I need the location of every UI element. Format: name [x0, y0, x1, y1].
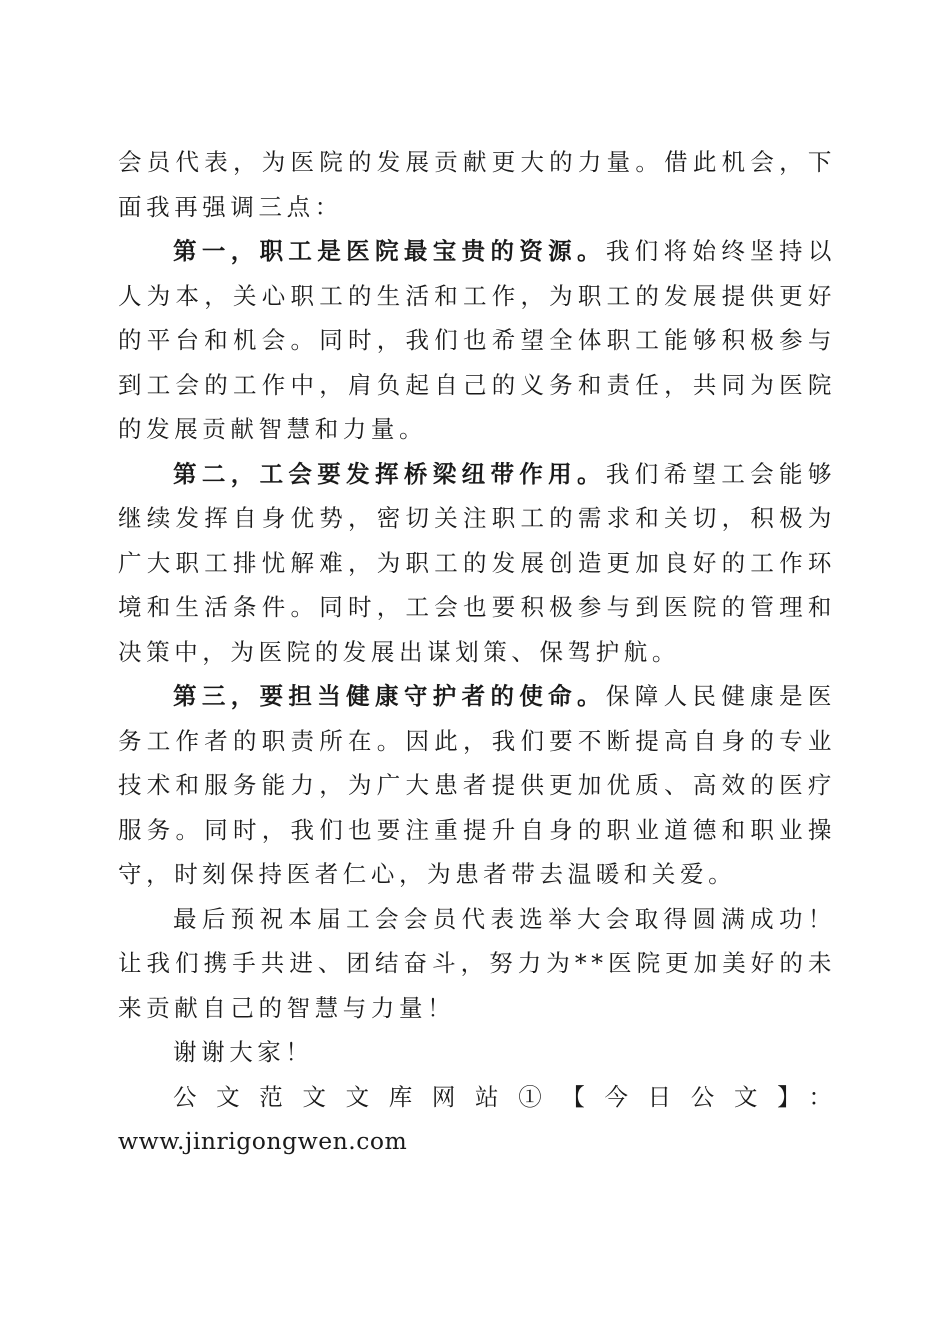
point-two-heading: 第二，工会要发挥桥梁纽带作用。 — [173, 459, 606, 488]
closing-wishes-text: 最后预祝本届工会会员代表选举大会取得圆满成功！让我们携手共进、团结奋斗，努力为**医院更加美好的未来贡献自己的智慧与力量！ — [118, 904, 836, 1022]
paragraph-text: 会员代表，为医院的发展贡献更大的力量。借此机会，下面我再强调三点： — [118, 148, 836, 221]
paragraph-point-three — [118, 674, 836, 897]
footer-site-label: 公文范文文库网站①【今日公文】： — [173, 1082, 836, 1111]
paragraph-point-one — [118, 229, 836, 452]
footer-url[interactable]: www.jinrigongwen.com — [118, 1127, 408, 1155]
point-one-text: 我们将始终坚持以人为本，关心职工的生活和工作，为职工的发展提供更好的平台和机会。同时，我们也希望全体职工能够积极参与到工会的工作中，肩负起自己的义务和责任，共同为医院的发展贡献智慧和力量。 — [118, 237, 837, 443]
paragraph-thanks — [118, 1030, 836, 1075]
document-body — [118, 140, 836, 1164]
point-three-text: 保障人民健康是医务工作者的职责所在。因此，我们要不断提高自身的专业技术和服务能力，为广大患者提供更加优质、高效的医疗服务。同时，我们也要注重提升自身的职业道德和职业操守，时刻保持医者仁心，为患者带去温暖和关爱。 — [118, 682, 837, 888]
paragraph-point-two — [118, 452, 836, 675]
point-two-text: 我们希望工会能够继续发挥自身优势，密切关注职工的需求和关切，积极为广大职工排忧解难，为职工的发展创造更加良好的工作环境和生活条件。同时，工会也要积极参与到医院的管理和决策中，为医院的发展出谋划策、保驾护航。 — [118, 459, 837, 666]
point-one-heading: 第一，职工是医院最宝贵的资源。 — [173, 237, 606, 265]
point-three-heading: 第三，要担当健康守护者的使命。 — [173, 682, 606, 710]
paragraph-continuation — [118, 140, 836, 229]
thanks-text: 谢谢大家！ — [173, 1038, 314, 1066]
paragraph-closing-wishes — [118, 897, 836, 1031]
